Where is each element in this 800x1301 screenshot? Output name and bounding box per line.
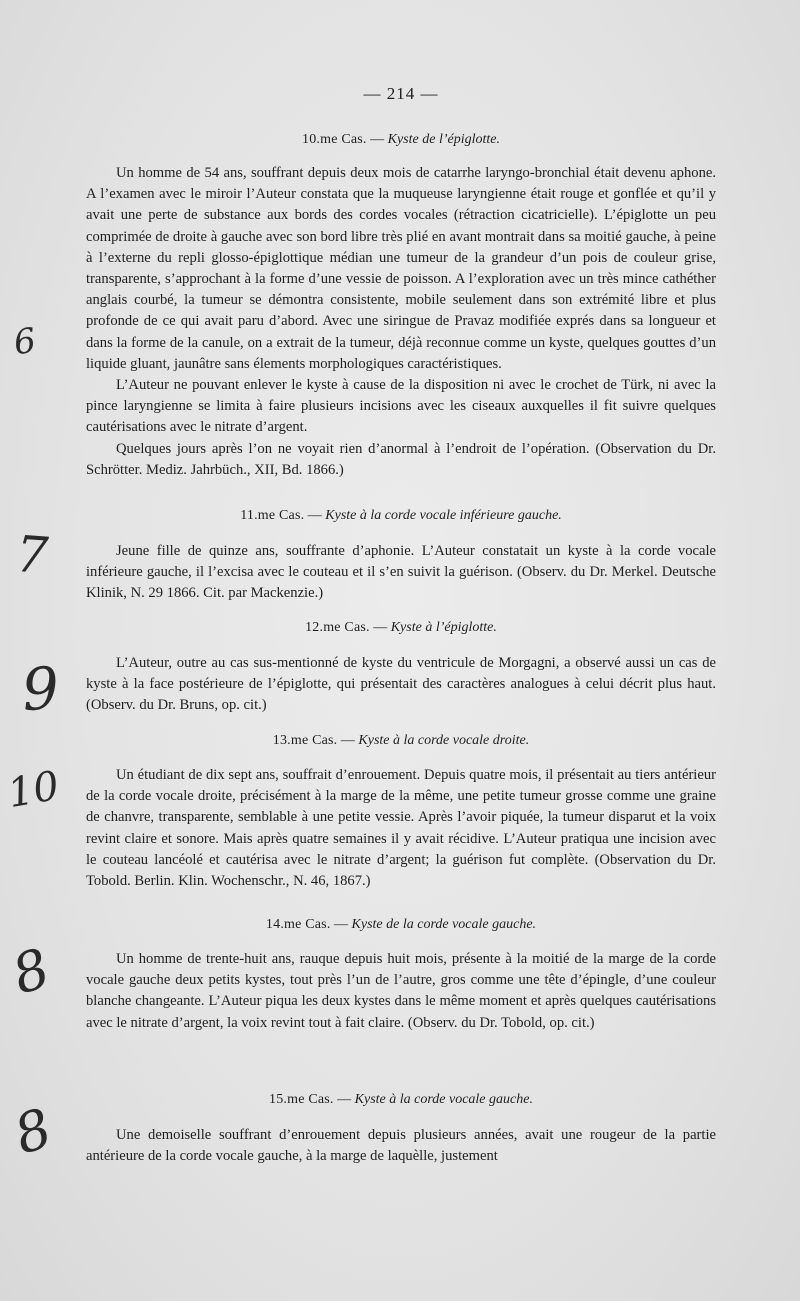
paragraph: Quelques jours après l’on ne voyait rien d’anormal à l’endroit de l’opération. (Observation du Dr. Schrötter. Mediz. Jahrbüch., XII, Bd. 1866.) — [86, 440, 716, 478]
case-dash: — — [337, 1092, 352, 1107]
case-heading — [86, 1092, 716, 1108]
case-title: Kyste à l’épiglotte. — [390, 620, 497, 635]
margin-note: 8 — [4, 936, 58, 1007]
case-title: Kyste à la corde vocale inférieure gauche. — [325, 508, 562, 523]
paragraph: L’Auteur, outre au cas sus-mentionné de kyste du ventricule de Morgagni, a observé aussi un cas de kyste à la face postérieure de l’épiglotte, qui présentait des caractères analogues à celui décrit plus haut. (Observ. du Dr. Bruns, op. cit.) — [86, 655, 716, 714]
margin-note: 6 — [11, 320, 39, 364]
case-dash: — — [373, 620, 388, 635]
margin-note: 8 — [6, 1096, 60, 1167]
case-body — [86, 163, 716, 481]
case-number: 10.me Cas. — [302, 132, 367, 147]
case-dash: — — [307, 508, 322, 523]
paragraph: L’Auteur ne pouvant enlever le kyste à cause de la disposition ni avec le crochet de Türk, ni avec la pince laryngienne se limita à faire plusieurs incisions avec les ciseaux auxquelles il fit suivre quelques cautérisations avec le nitrate d’argent. — [86, 377, 716, 436]
case-dash: — — [334, 917, 349, 932]
paragraph: Jeune fille de quinze ans, souffrante d’aphonie. L’Auteur constatait un kyste à la corde vocale inférieure gauche, il l’excisa avec le couteau et il s’en suivit la guérison. (Observ. du Dr. Merkel. Deutsche Klinik, N. 29 1866. Cit. par Mackenzie.) — [86, 543, 716, 602]
case-heading — [86, 132, 716, 148]
paragraph: Un étudiant de dix sept ans, souffrait d’enrouement. Depuis quatre mois, il présentait au tiers antérieur de la corde vocale droite, précisément à la marge de la même, une petite tumeur grosse comme une graine de chanvre, transparente, semblable à une petite vessie. Après l’avoir piquée, la tumeur disparut et la voix revint claire et sonore. Mais après quatre semaines il y avait récidive. L’Auteur pratiqua une incision avec le couteau lancéolé et cautérisa avec le nitrate d’argent; la guérison fut complète. (Observation du Dr. Tobold. Berlin. Klin. Wochenschr., N. 46, 1867.) — [86, 767, 716, 890]
case-title: Kyste à la corde vocale gauche. — [354, 1092, 533, 1107]
case-body — [86, 765, 716, 892]
paragraph: Une demoiselle souffrant d’enrouement depuis plusieurs années, avait une rougeur de la partie antérieure de la corde vocale gauche, à la marge de laquèlle, justement — [86, 1127, 716, 1165]
page-number: — 214 — — [363, 84, 439, 103]
case-heading — [86, 620, 716, 636]
margin-note: 7 — [14, 524, 50, 586]
case-body — [86, 653, 716, 717]
case-heading — [86, 508, 716, 524]
case-dash: — — [340, 733, 355, 748]
paragraph: Un homme de 54 ans, souffrant depuis deux mois de catarrhe laryngo-bronchial était devenu aphone. A l’examen avec le miroir l’Auteur constata que la muqueuse laryngienne était rouge et gonflée et qu’il y avait une perte de substance aux bords des cordes vocales (rétraction cicatricielle). L’épiglotte un peu comprimée de droite à gauche avec son bord libre très plié en avant montrait dans sa moitié gauche, à peine à l’externe du repli glosso-épiglottique médian une tumeur de la grandeur d’un pois de couleur grise, transparente, s’approchant à la forme d’une vessie de poisson. A l’exploration avec un très mince cathéther anglais courbé, la tumeur se démontra consistente, mobile seulement dans son extrémité libre et plus profonde de ce qui avait paru d’abord. Avec une siringue de Pravaz modifiée exprés dans sa longueur et dans la forme de la canule, on a extrait de la tumeur, déjà reconnue comme un kyste, quelques gouttes d’un liquide gluant, jaunâtre sans élements morphologiques caractéristiques. — [86, 165, 716, 372]
case-dash: — — [370, 132, 385, 147]
case-title: Kyste de la corde vocale gauche. — [351, 917, 537, 932]
margin-note: 10 — [4, 762, 63, 818]
case-number: 12.me Cas. — [305, 620, 370, 635]
case-heading — [86, 917, 716, 933]
case-title: Kyste à la corde vocale droite. — [358, 733, 530, 748]
case-number: 13.me Cas. — [272, 733, 338, 748]
case-number: 15.me Cas. — [269, 1092, 334, 1107]
case-number: 14.me Cas. — [265, 917, 331, 932]
case-number: 11.me Cas. — [240, 508, 305, 523]
case-body — [86, 949, 716, 1034]
case-body — [86, 1125, 716, 1167]
margin-note: 9 — [19, 653, 62, 725]
case-heading — [86, 733, 716, 749]
paragraph: Un homme de trente-huit ans, rauque depuis huit mois, présente à la moitié de la marge de la corde vocale gauche deux petits kystes, tout près l’un de l’autre, gros comme une tête d’épingle, d’une couleur blanche changeante. L’Auteur piqua les deux kystes dans le même moment et après quelques cautérisations avec le nitrate d’argent, la voix revint tout à fait claire. (Observ. du Dr. Tobold, op. cit.) — [86, 951, 716, 1031]
case-title: Kyste de l’épiglotte. — [387, 132, 500, 147]
case-body — [86, 541, 716, 605]
